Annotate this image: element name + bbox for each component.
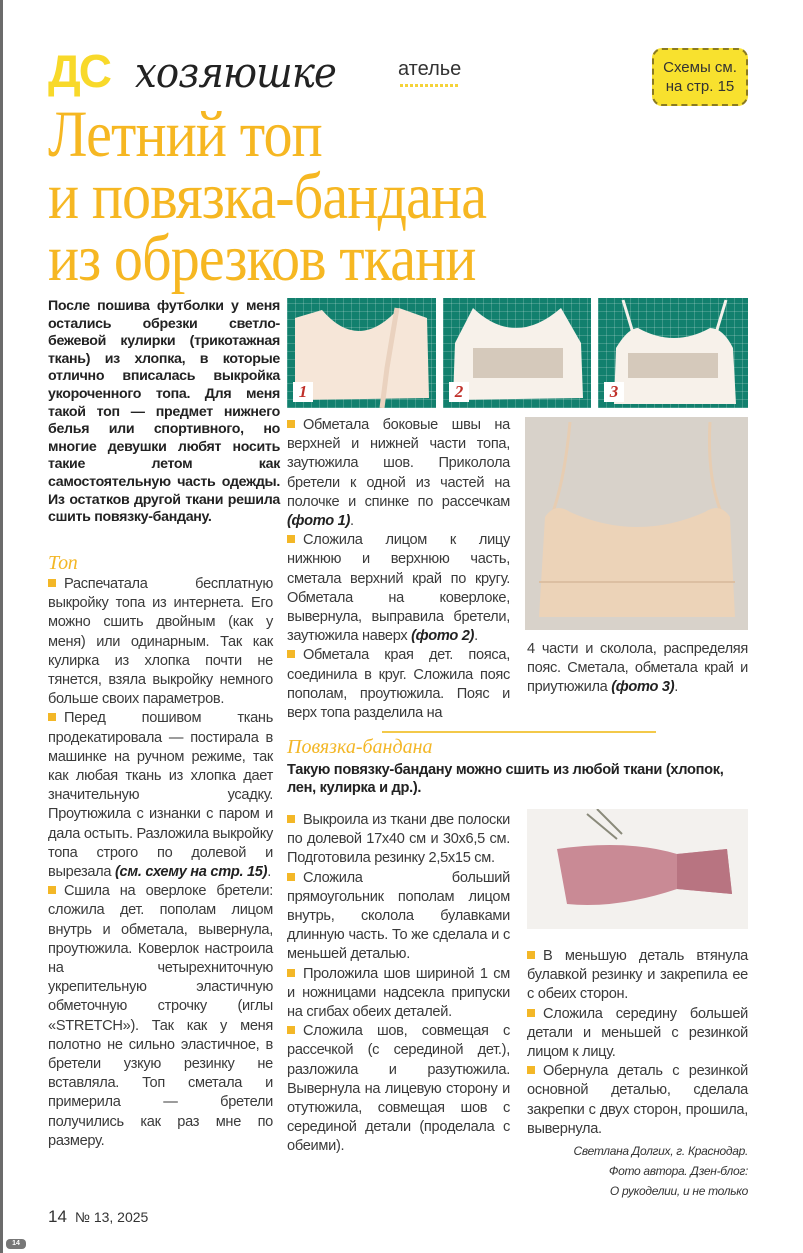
paragraph xyxy=(527,1062,748,1139)
paragraph xyxy=(48,575,273,709)
paragraph xyxy=(287,1022,510,1156)
bullet-icon xyxy=(287,535,295,543)
paragraph-text: Обернула деталь с резинкой основной деталью, сделала закрепки с двух сторон, прошила, вывернула. xyxy=(527,1063,748,1137)
scheme-reference: (см. схему на стр. 15) xyxy=(114,864,268,881)
blog-name: О рукоделии, и не только xyxy=(609,1184,748,1199)
paragraph xyxy=(527,1005,748,1063)
issue-number: № 13, 2025 xyxy=(74,1209,149,1225)
page-indicator-badge[interactable]: 14 xyxy=(6,1239,26,1249)
paragraph-text: Сшила на оверлоке бретели: сложила дет. пополам лицом внутрь и обметала, вывернула, проутюжила. Коверлок настроила на четырехниточную укрепительную эластичную обметочную строчку (иглы «STRETCH»). Так как у меня полотно не сильно эластичное, в бретели узкую резинку не вставляла. Топ сметала и примерила — бретели получились как раз мне по размеру. xyxy=(48,883,273,1149)
paragraph: Сложила лицом к лицу нижнюю и верхнюю часть, сметала верхний край по кругу. Обметала на коверлоке, вывернула, выправила бретели, заутюжила наверх (фото 2). xyxy=(287,532,510,645)
bullet-icon xyxy=(48,886,56,894)
section-divider xyxy=(382,731,656,733)
paragraph-text: Распечатала бесплатную выкройку топа из интернета. Его можно сшить двойным (как у меня) или одинарным. Так как кулирка из хлопка почти не тянется, взяла выкройку немного больше своих параметров. xyxy=(48,576,273,708)
photo-reference: (фото 2) xyxy=(411,628,475,645)
title-line-3: из обрезков ткани xyxy=(48,222,476,295)
photo-step-1 xyxy=(287,298,436,408)
section-heading-top: Топ xyxy=(48,552,78,574)
article-title xyxy=(48,98,487,295)
photo-step-2 xyxy=(443,298,591,408)
title-line-1: Летний топ xyxy=(48,98,322,171)
bullet-icon xyxy=(287,815,295,823)
page-number: 14 xyxy=(48,1207,67,1226)
bullet-icon xyxy=(287,873,295,881)
paragraph xyxy=(287,646,510,723)
paragraph xyxy=(287,965,510,1023)
paragraph-text: Проложила шов шириной 1 см и ножницами надсекла припуски на сгибах обеих деталей. xyxy=(287,965,510,1021)
pink-headband-image xyxy=(527,809,748,929)
paragraph xyxy=(527,947,748,1005)
photo-finished-top xyxy=(525,417,748,630)
paragraph-text: Сложила лицом к лицу нижнюю и верхнюю часть, сметала верхний край по кругу. Обметала на коверлоке, вывернула, выправила бретели, заутюжила наверх xyxy=(287,532,510,645)
paragraph-text: Сложила середину большей детали и меньшей с резинкой лицом к лицу. xyxy=(527,1005,748,1061)
paragraph-text: 4 части и сколола, распределяя пояс. Сметала, обметала край и приутюжила xyxy=(527,641,748,696)
title-line-2: и повязка-бандана xyxy=(48,160,487,233)
page-edge xyxy=(0,0,3,1253)
bullet-icon xyxy=(527,1009,535,1017)
paragraph xyxy=(48,882,273,1151)
beige-top-image xyxy=(525,417,748,630)
paragraph-text: Сложила шов, совмещая с рассечкой (с серединой дет.), разложила и разутюжила. Вывернула на лицевую сторону и отутюжила, совмещая шов с серединой детали (проделала с обеими). xyxy=(287,1023,510,1155)
photo-reference: (фото 1) xyxy=(287,513,351,530)
photo-number: 3 xyxy=(604,382,624,402)
paragraph-text: Обметала боковые швы на верхней и нижней части топа, заутюжила шов. Приколола бретели к одной из частей на полочке и спинке по рассечкам xyxy=(287,417,510,510)
paragraph-text: Обметала края дет. пояса, соединила в круг. Сложила пояс пополам, проутюжила. Пояс и верх топа разделила на xyxy=(287,647,510,722)
badge-line-2: на стр. 15 xyxy=(665,78,735,95)
bullet-icon xyxy=(527,951,535,959)
rubric-title: хозяюшке xyxy=(135,48,336,97)
author-credit: Светлана Долгих, г. Краснодар. xyxy=(573,1144,748,1159)
middle-column-bottom xyxy=(287,811,510,1157)
photo-credit: Фото автора. Дзен-блог: xyxy=(608,1164,748,1179)
paragraph: Перед пошивом ткань продекатировала — постирала в машинке на ручном режиме, так как любая ткань из хлопка дает значительную усадку. Проутюжила с изнанки с паром и дала остыть. Разложила выкройку топа строго по долевой и вырезала (см. схему на стр. 15). xyxy=(48,710,273,881)
bandana-lead: Такую повязку-бандану можно сшить из любой ткани (хлопок, лен, кулирка и др.). xyxy=(287,762,724,796)
paragraph-text: Выкроила из ткани две полоски по долевой 17х40 см и 30х6,5 см. Подготовила резинку 2,5х15 см. xyxy=(287,812,510,867)
paragraph xyxy=(287,811,510,869)
paragraph-text: Сложила больший прямоугольник пополам лицом внутрь, сколола булавками длинную часть. То же сделала и с меньшей деталью. xyxy=(287,869,510,963)
page-footer xyxy=(48,1207,148,1227)
paragraph-text: В меньшую деталь втянула булавкой резинку и закрепила ее с обеих сторон. xyxy=(527,948,748,1003)
left-column xyxy=(48,552,273,1151)
photo-headband xyxy=(527,809,748,929)
paragraph xyxy=(287,869,510,965)
magazine-logo: ДС xyxy=(48,45,110,97)
bullet-icon xyxy=(527,1066,535,1074)
schemes-badge xyxy=(652,48,748,106)
bullet-icon xyxy=(287,650,295,658)
bullet-icon xyxy=(48,713,56,721)
paragraph: 4 части и сколола, распределяя пояс. Сметала, обметала край и приутюжила (фото 3). xyxy=(527,641,748,696)
credits xyxy=(527,1141,748,1201)
middle-column-top xyxy=(287,416,510,723)
right-column-bottom xyxy=(527,947,748,1201)
photo-number: 1 xyxy=(293,382,313,402)
right-column-top xyxy=(527,640,748,698)
section-heading-bandana: Повязка-бандана xyxy=(287,736,433,758)
badge-line-1: Схемы см. xyxy=(663,59,737,76)
photo-step-3 xyxy=(598,298,748,408)
decorative-underline xyxy=(400,84,460,87)
bullet-icon xyxy=(287,420,295,428)
bullet-icon xyxy=(48,579,56,587)
photo-reference: (фото 3) xyxy=(611,679,675,696)
paragraph-text: Перед пошивом ткань продекатировала — постирала в машинке на ручном режиме, так как любая ткань из хлопка дает значительную усадку. Проутюжила с изнанки с паром и дала остыть. Разложила выкройку топа строго по долевой и вырезала xyxy=(48,710,273,881)
article-intro: После пошива футболки у меня остались обрезки светло-бежевой кулирки (трикотажная ткань) из хлопка, в которые отлично вписалась выкройка укороченного топа. Для меня такой топ — предмет нижнего белья или спортивного, но многие девушки любят носить такие летом как самостоятельную часть одежды. Из остатков другой ткани решила сшить повязку-бандану. xyxy=(48,298,280,526)
subrubric: ателье xyxy=(398,58,462,80)
paragraph: Обметала боковые швы на верхней и нижней части топа, заутюжила шов. Приколола бретели к одной из частей на полочке и спинке по рассечкам (фото 1). xyxy=(287,417,510,530)
photo-number: 2 xyxy=(449,382,469,402)
bullet-icon xyxy=(287,1026,295,1034)
bullet-icon xyxy=(287,969,295,977)
